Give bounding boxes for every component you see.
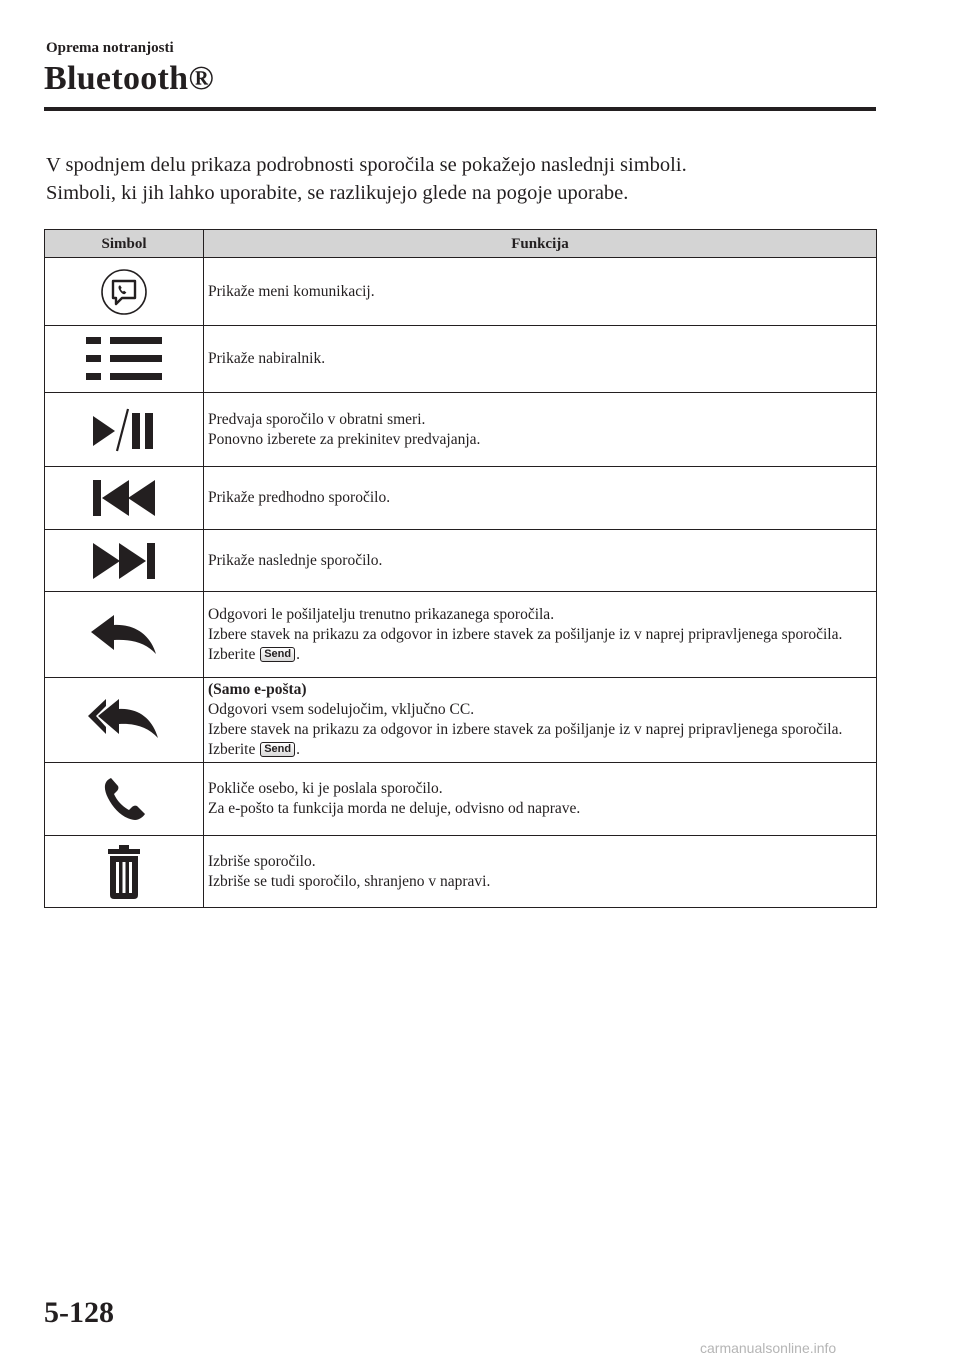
sentence-period: . (296, 741, 300, 758)
intro-line-2: Simboli, ki jih lahko uporabite, se razlikujejo glede na pogoje uporabe. (46, 182, 629, 204)
select-prefix: Izberite (208, 645, 256, 663)
select-prefix: Izberite (208, 741, 256, 758)
function-cell (204, 530, 877, 592)
table-header-row (45, 230, 877, 258)
function-text: Odgovori vsem sodelujočim, vključno CC. (208, 701, 475, 718)
function-cell (204, 763, 877, 836)
header-symbol: Simbol (45, 230, 204, 258)
function-cell (204, 467, 877, 530)
table-row (45, 530, 877, 592)
function-text: Izbriše se tudi sporočilo, shranjeno v napravi. (208, 872, 491, 890)
table-row (45, 258, 877, 326)
page-number: 5-128 (44, 1296, 114, 1329)
symbol-cell (45, 678, 204, 763)
symbol-cell (45, 393, 204, 467)
intro-text (46, 151, 876, 207)
function-text: Pokliče osebo, ki je poslala sporočilo. (208, 780, 443, 797)
function-text: Prikaže nabiralnik. (208, 350, 326, 367)
table-row (45, 393, 877, 467)
table-row (45, 592, 877, 678)
reply-all-icon (86, 694, 162, 746)
function-text: Prikaže meni komunikacij. (208, 282, 375, 300)
symbol-table (44, 229, 877, 908)
function-cell (204, 678, 877, 763)
function-text: Predvaja sporočilo v obratni smeri. (208, 410, 426, 428)
title-rule (44, 107, 876, 111)
function-text: Ponovno izberete za prekinitev predvajanja. (208, 430, 481, 448)
function-text: Izbere stavek na prikazu za odgovor in izbere stavek za pošiljanje iz v naprej pripravljenega sporočila. (208, 721, 843, 738)
trash-icon (102, 843, 146, 901)
function-text: Prikaže naslednje sporočilo. (208, 551, 383, 569)
inbox-list-icon (84, 334, 164, 384)
table-row (45, 836, 877, 908)
symbol-cell (45, 326, 204, 393)
header-function: Funkcija (204, 230, 877, 258)
function-text (208, 740, 870, 760)
sentence-period: . (296, 645, 300, 663)
function-cell (204, 258, 877, 326)
table-row (45, 763, 877, 836)
function-cell (204, 326, 877, 393)
table-row (45, 678, 877, 763)
symbol-cell (45, 258, 204, 326)
symbol-cell (45, 763, 204, 836)
send-button: Send (260, 742, 295, 757)
email-only-note: (Samo e-pošta) (208, 681, 307, 698)
phone-icon (99, 774, 149, 824)
section-label: Oprema notranjosti (46, 40, 174, 56)
function-text: Za e-pošto ta funkcija morda ne deluje, odvisno od naprave. (208, 800, 581, 817)
function-cell (204, 393, 877, 467)
communication-menu-icon (100, 268, 148, 316)
table-row (45, 467, 877, 530)
play-pause-icon (90, 403, 158, 457)
symbol-cell (45, 836, 204, 908)
send-button: Send (260, 647, 295, 662)
table-row (45, 326, 877, 393)
function-text: Izbere stavek na prikazu za odgovor in izbere stavek za pošiljanje iz v naprej pripravljenega sporočila. (208, 625, 843, 643)
function-cell (204, 592, 877, 678)
function-text: Odgovori le pošiljatelju trenutno prikazanega sporočila. (208, 605, 555, 623)
watermark: carmanualsonline.info (700, 1340, 837, 1356)
intro-line-1: V spodnjem delu prikaza podrobnosti sporočila se pokažejo naslednji simboli. (46, 154, 687, 176)
function-text: Izbriše sporočilo. (208, 852, 316, 870)
symbol-cell (45, 530, 204, 592)
function-text: Prikaže predhodno sporočilo. (208, 489, 391, 506)
symbol-cell (45, 467, 204, 530)
chapter-title: Bluetooth® (44, 60, 215, 97)
function-cell (204, 836, 877, 908)
function-text (208, 645, 870, 665)
symbol-cell (45, 592, 204, 678)
reply-icon (88, 610, 160, 660)
next-icon (91, 537, 157, 585)
previous-icon (91, 474, 157, 522)
